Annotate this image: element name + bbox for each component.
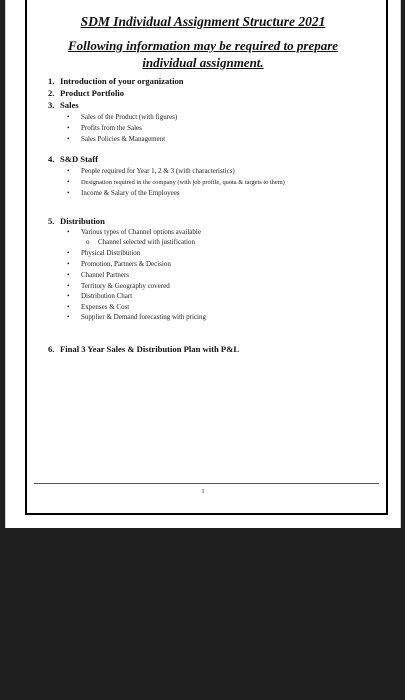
bullet-icon: • bbox=[67, 167, 70, 175]
page-number: 1 bbox=[201, 488, 205, 495]
list-item: • Expenses & Cost bbox=[67, 303, 130, 311]
list-item: • Income & Salary of the Employees bbox=[67, 189, 180, 197]
document-page bbox=[5, 0, 401, 528]
bullet-icon: • bbox=[67, 124, 70, 132]
section-1-heading bbox=[48, 76, 184, 86]
section-number: 2. bbox=[48, 88, 55, 98]
section-5-heading bbox=[48, 216, 105, 226]
bullet-icon: • bbox=[67, 228, 70, 236]
bullet-icon: • bbox=[67, 178, 70, 186]
list-item: • Promotion, Partners & Decision bbox=[67, 260, 171, 268]
section-3-heading bbox=[48, 100, 79, 110]
section-number: 3. bbox=[48, 100, 55, 110]
list-item: • Supplier & Demand forecasting with pricing bbox=[67, 313, 206, 321]
section-label: Product Portfolio bbox=[60, 88, 125, 98]
bullet-icon: • bbox=[67, 282, 70, 290]
bullet-icon: • bbox=[67, 271, 70, 279]
list-item: • Sales Policies & Management bbox=[67, 135, 166, 143]
hollow-bullet-icon: o bbox=[86, 238, 90, 246]
bullet-icon: • bbox=[67, 113, 70, 121]
subtitle-line-1: Following information may be required to prepare bbox=[67, 38, 339, 53]
footer-rule bbox=[34, 483, 379, 484]
sub-list-item: o Channel selected with justification bbox=[86, 238, 196, 246]
list-item: • Physical Distribution bbox=[67, 249, 141, 257]
list-item: • Various types of Channel options available bbox=[67, 228, 201, 236]
list-item: • People required for Year 1, 2 & 3 (with characteristics) bbox=[67, 167, 235, 175]
list-item: • Designation required in the company (with job profile, quota & targets to them) bbox=[67, 178, 285, 186]
list-item: • Distribution Chart bbox=[67, 292, 133, 300]
section-2-heading bbox=[48, 88, 124, 98]
list-item: • Sales of the Product (with figures) bbox=[67, 113, 178, 121]
document-title: SDM Individual Assignment Structure 2021 bbox=[80, 14, 326, 29]
bullet-icon: • bbox=[67, 303, 70, 311]
bullet-icon: • bbox=[67, 260, 70, 268]
section-4-heading bbox=[48, 154, 98, 164]
section-label: Distribution bbox=[60, 216, 105, 226]
list-item: • Territory & Geography covered bbox=[67, 282, 170, 290]
bullet-icon: • bbox=[67, 313, 70, 321]
section-number: 6. bbox=[48, 344, 55, 354]
bullet-icon: • bbox=[67, 135, 70, 143]
document-subtitle bbox=[16, 37, 390, 71]
section-number: 1. bbox=[48, 76, 55, 86]
section-6-heading bbox=[48, 344, 239, 354]
section-number: 4. bbox=[48, 154, 55, 164]
section-label: S&D Staff bbox=[60, 154, 98, 164]
list-item: • Channel Partners bbox=[67, 271, 130, 279]
list-item: • Profits from the Sales bbox=[67, 124, 142, 132]
subtitle-line-2: individual assignment. bbox=[142, 55, 264, 70]
section-label: Sales bbox=[60, 100, 79, 110]
section-label: Introduction of your organization bbox=[60, 76, 184, 86]
section-label: Final 3 Year Sales & Distribution Plan with P&L bbox=[60, 344, 240, 354]
bullet-icon: • bbox=[67, 189, 70, 197]
bullet-icon: • bbox=[67, 249, 70, 257]
section-number: 5. bbox=[48, 216, 55, 226]
bullet-icon: • bbox=[67, 292, 70, 300]
